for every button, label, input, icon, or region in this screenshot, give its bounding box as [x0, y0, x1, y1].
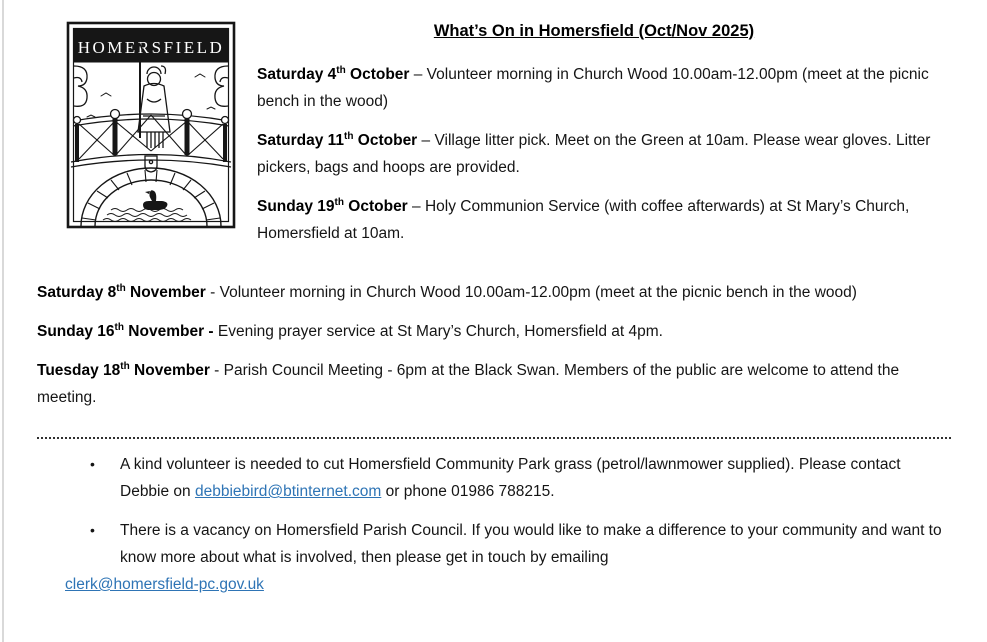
- event-description: - Volunteer morning in Church Wood 10.00am-12.00pm (meet at the picnic bench in the wood): [205, 284, 857, 301]
- clerk-email-line: [65, 571, 951, 598]
- document-body: [0, 18, 987, 598]
- event-paragraph: [257, 127, 931, 181]
- event-paragraph: [37, 318, 951, 345]
- notice-text: [120, 451, 951, 505]
- dotted-divider: [37, 437, 951, 439]
- event-date: Saturday 11: [257, 132, 345, 149]
- event-ordinal: th: [116, 282, 126, 294]
- debbie-email-link[interactable]: debbiebird@btinternet.com: [194, 483, 382, 500]
- bullet-icon: •: [90, 522, 95, 538]
- event-description: – Village litter pick. Meet on the Green at 10am. Please wear gloves. Litter pickers, bags and hoops are provided.: [257, 132, 931, 176]
- event-description: - Parish Council Meeting - 6pm at the Black Swan. Members of the public are welcome to attend the meeting.: [37, 362, 900, 406]
- bullet-icon: •: [90, 456, 95, 472]
- event-date: Sunday 16: [37, 323, 115, 340]
- event-paragraph: [257, 61, 931, 115]
- event-month: October: [345, 66, 410, 83]
- notice-text-before: A kind volunteer is needed to cut Homersfield Community Park grass (petrol/lawnmower supplied). Please contact Debbie on: [120, 456, 901, 500]
- event-ordinal: th: [120, 360, 130, 372]
- clerk-email-link[interactable]: clerk@homersfield-pc.gov.uk: [65, 576, 264, 593]
- event-paragraph: [37, 357, 951, 411]
- event-description: – Volunteer morning in Church Wood 10.00am-12.00pm (meet at the picnic bench in the wood): [257, 66, 929, 110]
- logo-banner-text: HOMERSFIELD: [77, 38, 225, 57]
- notice-item: [90, 451, 951, 505]
- page-title: What’s On in Homersfield (Oct/Nov 2025): [433, 22, 755, 40]
- notice-list: [37, 451, 951, 571]
- event-date: Saturday 8: [37, 284, 117, 301]
- notice-text-after: or phone 01986 788215.: [381, 483, 555, 500]
- notice-item: [90, 517, 951, 571]
- event-date: Tuesday 18: [37, 362, 121, 379]
- event-ordinal: th: [334, 196, 344, 208]
- event-month: October: [353, 132, 418, 149]
- event-date: Saturday 4: [257, 66, 337, 83]
- event-month: October: [343, 198, 408, 215]
- event-ordinal: th: [336, 64, 346, 76]
- event-month: November: [125, 284, 206, 301]
- event-date: Sunday 19: [257, 198, 335, 215]
- event-ordinal: th: [344, 130, 354, 142]
- event-paragraph: [37, 279, 951, 306]
- event-description: Evening prayer service at St Mary’s Church, Homersfield at 4pm.: [213, 323, 663, 340]
- notice-text: [120, 517, 951, 571]
- event-description: – Holy Communion Service (with coffee afterwards) at St Mary’s Church, Homersfield at 10am.: [257, 198, 910, 242]
- event-ordinal: th: [114, 321, 124, 333]
- event-paragraph: [257, 193, 931, 247]
- page-edge-line: [2, 0, 4, 642]
- notice-text-before: There is a vacancy on Homersfield Parish Council. If you would like to make a difference to your community and want to know more about what is involved, then please get in touch by emailing: [120, 522, 942, 566]
- event-month: November -: [123, 323, 214, 340]
- event-month: November: [129, 362, 210, 379]
